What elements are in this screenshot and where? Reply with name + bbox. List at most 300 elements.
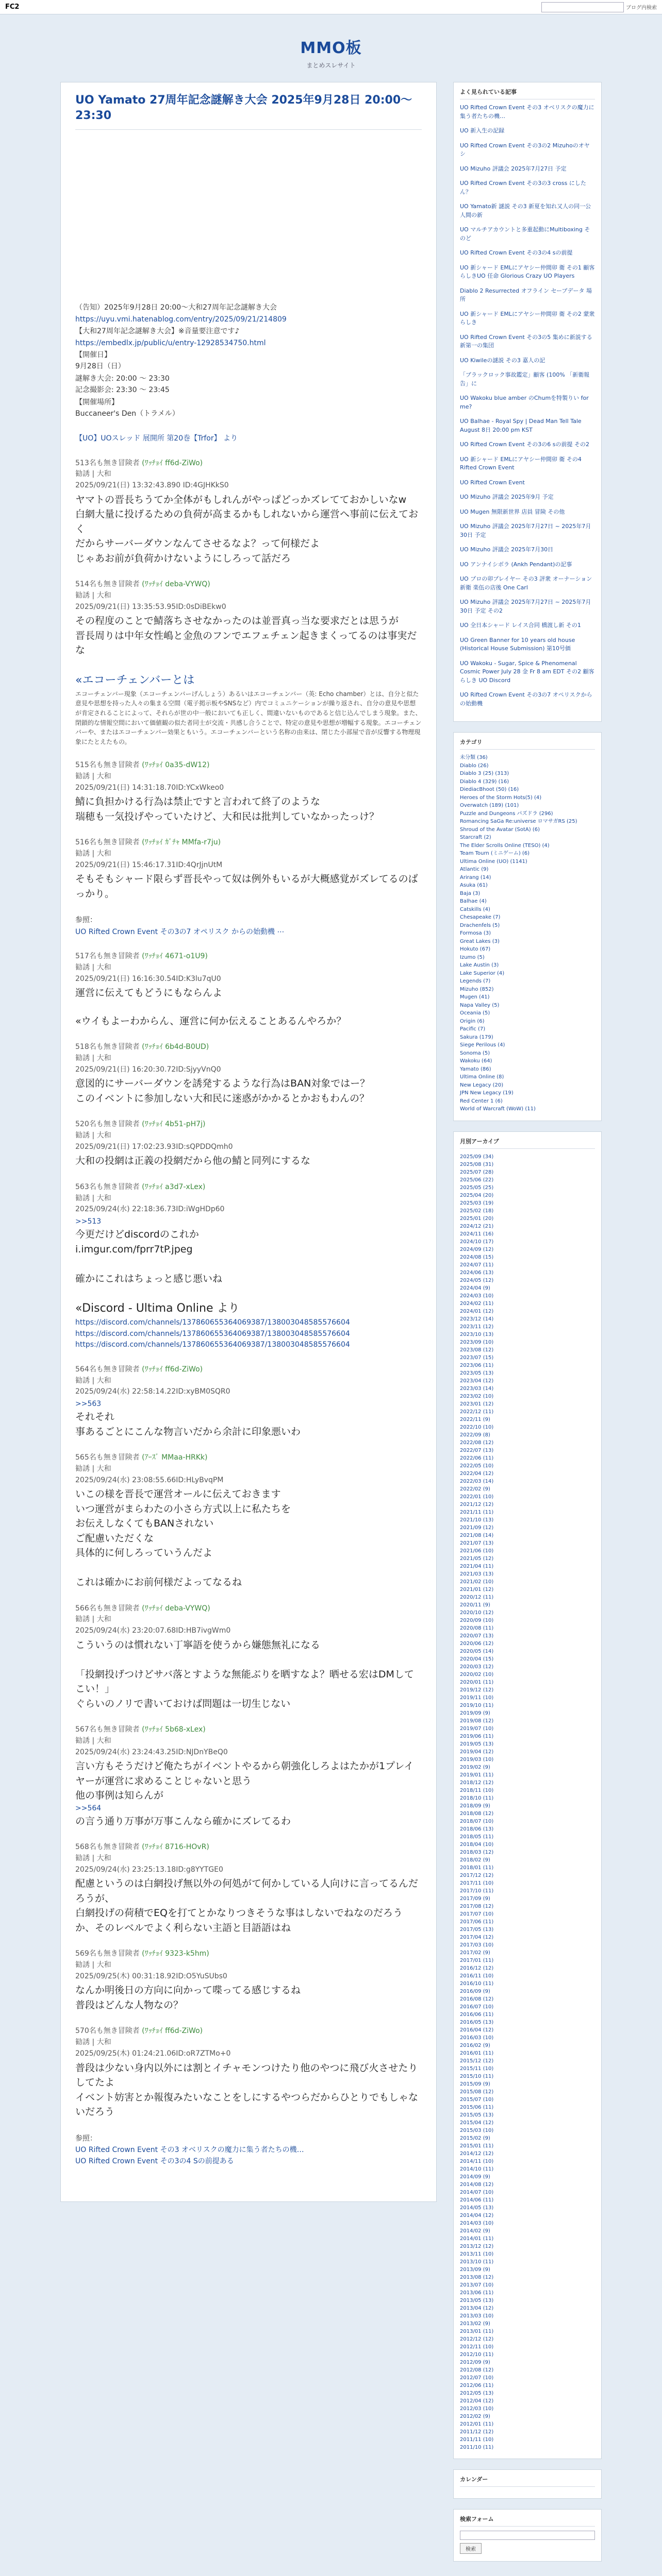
archive-link[interactable]: 2022/08 (12) [460,1439,494,1446]
category-link[interactable]: Ultima Online (8) [460,1074,504,1080]
recent-entry-link[interactable]: UO 全日本シャード レイス合同 橋渡し新 その1 [460,622,581,629]
archive-link[interactable]: 2014/01 (11) [460,2235,494,2242]
archive-link[interactable]: 2015/10 (11) [460,2073,494,2079]
archive-link[interactable]: 2022/03 (14) [460,1478,494,1484]
archive-link[interactable]: 2020/08 (11) [460,1625,494,1631]
archive-link[interactable]: 2021/09 (12) [460,1524,494,1531]
category-link[interactable]: Drachenfels (5) [460,922,500,928]
category-link[interactable]: Ultima Online (UO) (1141) [460,858,527,865]
category-link[interactable]: Sakura (179) [460,1034,493,1040]
category-link[interactable]: Catskills (4) [460,906,490,912]
archive-link[interactable]: 2024/05 (12) [460,1277,494,1283]
widget-calendar [453,2469,602,2499]
forum-post [75,760,422,824]
post-id: (ﾜｯﾁｮｲ 4b51-pH7j) [142,1120,206,1129]
category-link[interactable]: Puzzle and Dungeons パズドラ (296) [460,810,553,817]
archive-link[interactable]: 2020/07 (13) [460,1633,494,1639]
archive-link[interactable]: 2015/01 (11) [460,2143,494,2149]
archive-link[interactable]: 2025/04 (20) [460,1192,494,1198]
category-link[interactable]: Siege Perilous (4) [460,1042,505,1048]
archive-link[interactable]: 2022/07 (13) [460,1447,494,1453]
archive-link[interactable]: 2022/11 (9) [460,1416,490,1422]
post-line: ぐらいのノリで書いておけば問題は一切生じない [75,1698,291,1709]
archive-link[interactable]: 2014/07 (10) [460,2189,494,2195]
archive-link[interactable]: 2023/02 (10) [460,1393,494,1399]
recent-entry-link[interactable]: UO マルチアカウントと多重起動にMultiboxing そのど [460,226,590,242]
archive-link[interactable]: 2020/01 (11) [460,1679,494,1685]
archive-link[interactable]: 2012/01 (11) [460,2421,494,2427]
archive-link[interactable]: 2019/02 (9) [460,1764,490,1770]
category-link[interactable]: Overwatch (189) (101) [460,803,519,808]
archive-link[interactable]: 2019/04 (12) [460,1749,494,1755]
archive-link[interactable]: 2018/09 (9) [460,1803,490,1809]
recent-entry-link[interactable]: UO Mizuho 評議会 2025年7月27日 予定 [460,165,567,172]
post-reply-ref[interactable]: >>563 [75,1400,102,1409]
archive-link[interactable]: 2016/08 (12) [460,1996,494,2002]
category-link[interactable]: Yamato (86) [460,1066,491,1072]
archive-link[interactable]: 2017/04 (12) [460,1934,494,1940]
post-reply-ref[interactable]: >>513 [75,1217,102,1226]
widget-title: カレンダー [460,2475,595,2487]
post-header [75,458,422,469]
archive-link[interactable]: 2019/07 (10) [460,1725,494,1732]
archive-link[interactable]: 2016/02 (9) [460,2042,490,2048]
recent-entry-link[interactable]: UO Kiwileの謎説 その3 嘉人の記 [460,357,545,364]
archive-link[interactable]: 2024/10 (17) [460,1239,494,1245]
category-link[interactable]: Arirang (14) [460,874,491,880]
archive-link[interactable]: 2023/04 (12) [460,1378,494,1384]
archive-link[interactable]: 2015/09 (9) [460,2081,490,2087]
post-group [75,1042,422,1286]
reference-link[interactable]: UO Rifted Crown Event その3 オベリスクの魔力に集う者たちの機… [75,2145,304,2154]
category-link[interactable]: Shroud of the Avatar (SotA) (6) [460,826,540,833]
archive-link[interactable]: 2018/01 (11) [460,1865,494,1871]
archive-link[interactable]: 2016/11 (10) [460,1973,494,1979]
archive-link[interactable]: 2021/08 (14) [460,1532,494,1538]
archive-link[interactable]: 2018/07 (10) [460,1818,494,1824]
entry-title[interactable]: UO Yamato 27周年記念謎解き大会 2025年9月28日 20:00〜23:30 [75,93,422,130]
archive-link[interactable]: 2024/12 (21) [460,1223,494,1229]
post-date: 2025/09/21(日) 16:20:30.72ID:SjyyVnQ0 [75,1065,221,1074]
archive-link[interactable]: 2018/02 (9) [460,1857,490,1863]
post-line: こういうのは慣れない丁寧語を使うから嫌態無礼になる [75,1639,321,1651]
recent-entry-link[interactable]: UO Wakoku - Sugar, Spice & Phenomenal Cosmic Power July 28 金 Fr 8 am EDT その2 顧客らしき UO Discord [460,659,594,684]
category-link[interactable]: Chesapeake (7) [460,914,501,920]
category-link[interactable]: Asuka (61) [460,883,488,888]
archive-link[interactable]: 2024/11 (16) [460,1231,494,1237]
fc2-logo[interactable]: FC2 [5,3,20,11]
archive-link[interactable]: 2017/08 (12) [460,1903,494,1909]
recent-entry-link[interactable]: UO Rifted Crown Event その3の5 集めに新説する 新第一の集団 [460,333,592,349]
archive-link[interactable]: 2017/06 (11) [460,1919,494,1925]
archive-link[interactable]: 2012/02 (9) [460,2413,490,2419]
archive-link[interactable]: 2025/07 (28) [460,1169,494,1175]
category-link[interactable]: DiediacBhoot (50) (16) [460,787,519,792]
recent-entry-link[interactable]: UO Mugen 無限新世界 店員 冒険 その他 [460,508,565,515]
archive-link[interactable]: 2020/03 (12) [460,1664,494,1670]
site-header [0,14,662,82]
archive-link[interactable]: 2013/10 (11) [460,2259,494,2265]
archive-link[interactable]: 2021/02 (10) [460,1579,494,1585]
recent-entry-link[interactable]: UO Rifted Crown Event その3の4 sの前提 [460,249,573,256]
category-link[interactable]: Diablo 3 (25) (313) [460,771,509,776]
category-link[interactable]: Team Tourn (ミニゲーム) (6) [460,851,530,856]
archive-link[interactable]: 2013/03 (10) [460,2313,494,2319]
archive-link[interactable]: 2018/05 (11) [460,1834,494,1840]
category-link[interactable]: Heroes of the Storm Hots(5) (4) [460,794,542,801]
intro-line: 謎解き大会: 20:00 ～ 23:30 [75,374,170,383]
discord-link[interactable]: https://discord.com/channels/137860655364069387/138003048585576604 [75,1318,350,1327]
archive-link[interactable]: 2019/08 (12) [460,1718,494,1724]
forum-post [75,458,422,566]
archive-link[interactable]: 2016/12 (12) [460,1965,494,1971]
recent-entry-link[interactable]: UO 新シャード EMLにアヤシー仲間卯 衛 その1 顧客らしきUO 任命 Glorious Crazy UO Players [460,264,595,279]
archive-link[interactable]: 2019/11 (10) [460,1694,494,1701]
recent-entry-link[interactable]: UO 新シャード EMLにアヤシー仲間卯 衛 その2 蒙衆らしき [460,310,595,326]
archive-link[interactable]: 2015/08 (12) [460,2089,494,2095]
archive-link[interactable]: 2012/10 (11) [460,2351,494,2358]
archive-link[interactable]: 2018/10 (11) [460,1795,494,1801]
category-link[interactable]: 未分類 (36) [460,755,488,760]
category-link[interactable]: Romancing SaGa Re:universe ロマサガRS (25) [460,819,577,824]
archive-link[interactable]: 2024/02 (11) [460,1300,494,1307]
archive-link[interactable]: 2011/10 (11) [460,2444,494,2450]
site-title[interactable]: MMO板 [300,39,362,57]
archive-link[interactable]: 2018/04 (10) [460,1841,494,1848]
archive-link[interactable]: 2013/08 (12) [460,2274,494,2280]
recent-entry-link[interactable]: UO Mizuho 評議会 2025年7月30日 [460,546,554,553]
archive-link[interactable]: 2018/12 (12) [460,1780,494,1786]
archive-link[interactable]: 2018/03 (12) [460,1849,494,1855]
archive-link[interactable]: 2016/04 (12) [460,2027,494,2033]
archive-link[interactable]: 2025/03 (19) [460,1200,494,1206]
archive-link[interactable]: 2019/03 (10) [460,1756,494,1762]
archive-link[interactable]: 2015/06 (11) [460,2104,494,2110]
archive-link[interactable]: 2023/08 (12) [460,1347,494,1353]
archive-link[interactable]: 2016/05 (13) [460,2019,494,2025]
post-id: (ｱｰｽﾞ MMaa-HRKk) [142,1453,208,1462]
post-line: 運営に伝えてもどうにもならんよ [75,987,223,999]
archive-link[interactable]: 2023/10 (13) [460,1331,494,1337]
archive-link[interactable]: 2013/05 (13) [460,2297,494,2303]
archive-link[interactable]: 2014/12 (12) [460,2150,494,2157]
post-role: 勧誘 | 大和 [75,1464,111,1473]
category-link[interactable]: Izumo (5) [460,954,485,960]
recent-entry-link[interactable]: UO 新入生の記録 [460,127,505,134]
category-link[interactable]: New Legacy (20) [460,1082,504,1088]
archive-link[interactable]: 2023/09 (10) [460,1339,494,1345]
archive-link[interactable]: 2011/12 (12) [460,2429,494,2435]
archive-link[interactable]: 2019/10 (11) [460,1702,494,1708]
archive-link[interactable]: 2014/11 (10) [460,2158,494,2164]
archive-link[interactable]: 2024/09 (12) [460,1246,494,1252]
archive-link[interactable]: 2013/09 (9) [460,2266,490,2273]
archive-link[interactable]: 2025/09 (34) [460,1154,494,1160]
archive-link[interactable]: 2024/06 (13) [460,1269,494,1276]
embed-title[interactable]: «エコーチェンバーとは [75,673,195,687]
archive-link[interactable]: 2023/03 (14) [460,1385,494,1392]
recent-entry-link[interactable]: UO Wakoku blue amber のChumを特製りい for me? [460,395,589,410]
archive-link[interactable]: 2012/06 (11) [460,2382,494,2388]
archive-link[interactable]: 2012/03 (10) [460,2405,494,2412]
category-link[interactable]: Red Center 1 (6) [460,1098,503,1104]
archive-link[interactable]: 2013/11 (10) [460,2251,494,2257]
recent-entry-link[interactable]: UO Rifted Crown Event その3 オベリスクの魔力に集う者たちの機… [460,104,594,120]
archive-link[interactable]: 2023/01 (12) [460,1401,494,1407]
archive-link[interactable]: 2012/08 (12) [460,2367,494,2373]
post-line: 具体的に何しろっていうんだよ [75,1547,213,1559]
category-link[interactable]: Mizuho (852) [460,986,494,992]
archive-link[interactable]: 2014/02 (9) [460,2228,490,2234]
archive-link[interactable]: 2024/07 (11) [460,1262,494,1268]
archive-link[interactable]: 2014/10 (11) [460,2166,494,2172]
archive-link[interactable]: 2018/08 (12) [460,1810,494,1817]
archive-link[interactable]: 2021/06 (10) [460,1548,494,1554]
recent-entry-link[interactable]: UO Balhae - Royal Spy | Dead Man Tell Tale August 8日 20:00 pm KST [460,418,582,433]
post-role: 勧誘 | 大和 [75,2038,111,2047]
sidebar-search-button[interactable]: 検索 [460,2543,482,2554]
archive-link[interactable]: 2024/01 (12) [460,1308,494,1314]
archive-link[interactable]: 2021/11 (11) [460,1509,494,1515]
archive-link[interactable]: 2016/09 (9) [460,1988,490,1994]
archive-link[interactable]: 2015/04 (12) [460,2120,494,2126]
post-number: 520名も無き冒険者 [75,1120,142,1129]
archive-link[interactable]: 2016/10 (11) [460,1980,494,1987]
category-link[interactable]: JPN New Legacy (19) [460,1090,514,1096]
reference-link[interactable]: UO Rifted Crown Event その3の4 Sの前提ある [75,2157,234,2166]
archive-link[interactable]: 2017/03 (10) [460,1942,494,1948]
recent-entry-link[interactable]: UO Rifted Crown Event その3の6 sの前提 その2 [460,441,590,448]
archive-link[interactable]: 2020/11 (9) [460,1602,490,1608]
intro-link[interactable]: https://embedlx.jp/public/u/entry-12928534750.html [75,338,266,347]
archive-link[interactable]: 2022/05 (10) [460,1463,494,1469]
archive-link[interactable]: 2012/11 (10) [460,2344,494,2350]
archive-link[interactable]: 2017/09 (9) [460,1895,490,1902]
recent-entry-link[interactable]: UO 新シャード EMLにアヤシー仲間卯 衛 その4 Rifted Crown Event [460,455,582,471]
recent-entry-link[interactable]: UO アンナイシボラ (Ankh Pendant)の記事 [460,561,572,568]
archive-link[interactable]: 2014/03 (10) [460,2220,494,2226]
category-link[interactable]: Starcraft (2) [460,835,491,840]
archive-link[interactable]: 2020/04 (15) [460,1656,494,1662]
archive-link[interactable]: 2022/02 (9) [460,1486,490,1492]
topbar-search-input[interactable] [541,2,624,12]
category-link[interactable]: Lake Superior (4) [460,970,505,976]
category-link[interactable]: Formosa (3) [460,930,491,936]
post-reply-ref[interactable]: >>564 [75,1804,102,1812]
archive-link[interactable]: 2021/04 (11) [460,1563,494,1569]
archive-link[interactable]: 2024/04 (9) [460,1285,490,1291]
archive-link[interactable]: 2025/02 (18) [460,1208,494,1214]
recent-entry-link[interactable]: UO Rifted Crown Event その3の2 Mizuhoのオヤシ [460,142,590,157]
recent-entry-link[interactable]: UO Rifted Crown Event [460,479,525,486]
archive-link[interactable]: 2014/06 (11) [460,2197,494,2203]
category-link[interactable]: Legends (7) [460,978,491,984]
recent-entry-link[interactable]: UO Rifted Crown Event その3の7 オペリスクからの始動機 [460,691,592,707]
post-line: 白網投げの荷積でEQを打てとかなりつきそうな事はしないでねなのだろうか、そのレベルでよく利らない主語と目語語はね [75,1907,403,1934]
post-body [75,493,422,566]
archive-link[interactable]: 2013/02 (9) [460,2320,490,2327]
category-link[interactable]: Mugen (41) [460,994,490,1000]
archive-link[interactable]: 2021/01 (12) [460,1586,494,1592]
archive-link[interactable]: 2020/12 (11) [460,1594,494,1600]
category-link[interactable]: Wakoku (64) [460,1058,492,1064]
post-body [75,1076,422,1106]
archive-link[interactable]: 2014/09 (9) [460,2174,490,2180]
category-link[interactable]: Great Lakes (3) [460,938,500,944]
archive-link[interactable]: 2017/10 (11) [460,1888,494,1894]
recent-entry-link[interactable]: UO Yamato新 謎説 その3 新夏を知れ又人の同一公人間の新 [460,203,591,218]
archive-link[interactable]: 2021/05 (12) [460,1555,494,1562]
archive-link[interactable]: 2021/12 (12) [460,1501,494,1507]
archive-link[interactable]: 2017/01 (11) [460,1957,494,1963]
intro-link[interactable]: https://uyu.vmi.hatenablog.com/entry/2025/09/21/214809 [75,315,287,324]
archive-link[interactable]: 2023/05 (13) [460,1370,494,1376]
archive-link[interactable]: 2015/02 (9) [460,2135,490,2141]
archive-link[interactable]: 2015/07 (10) [460,2096,494,2103]
archive-link[interactable]: 2021/03 (13) [460,1571,494,1577]
category-link[interactable]: Atlantic (9) [460,867,489,872]
archive-link[interactable]: 2012/07 (10) [460,2375,494,2381]
post-header [75,1182,422,1193]
archive-link[interactable]: 2016/03 (10) [460,2035,494,2041]
category-link[interactable]: Origin (6) [460,1018,485,1024]
category-link[interactable]: The Elder Scrolls Online (TESO) (4) [460,842,550,849]
archive-link[interactable]: 2020/09 (10) [460,1617,494,1623]
archive-link[interactable]: 2022/09 (8) [460,1432,490,1438]
recent-entry-link[interactable]: UO Green Banner for 10 years old house (Historical House Submission) 第10号価 [460,636,575,652]
category-link[interactable]: Balhae (4) [460,899,487,904]
archive-link[interactable]: 2021/10 (13) [460,1517,494,1523]
discord-link[interactable]: https://discord.com/channels/137860655364069387/138003048585576604 [75,1341,350,1349]
post-number: 515名も無き冒険者 [75,761,142,770]
archive-link[interactable]: 2015/03 (10) [460,2127,494,2133]
archive-link[interactable]: 2012/09 (9) [460,2359,490,2365]
archive-link[interactable]: 2019/12 (12) [460,1687,494,1693]
archive-link[interactable]: 2022/01 (10) [460,1494,494,1500]
archive-link[interactable]: 2015/12 (12) [460,2058,494,2064]
archive-link[interactable]: 2023/11 (12) [460,1324,494,1330]
archive-link[interactable]: 2019/01 (11) [460,1772,494,1778]
archive-link[interactable]: 2014/04 (12) [460,2212,494,2218]
archive-link[interactable]: 2016/06 (11) [460,2011,494,2018]
archive-link[interactable]: 2024/08 (15) [460,1254,494,1260]
archive-link[interactable]: 2025/01 (20) [460,1215,494,1222]
category-link[interactable]: World of Warcraft (WoW) (11) [460,1106,536,1112]
archive-link[interactable]: 2025/05 (25) [460,1184,494,1191]
archive-link[interactable]: 2017/07 (10) [460,1911,494,1917]
recent-entry-link[interactable]: 「ブラックロック事故鑑定」顧客 (100% 「新衛報告」に [460,371,590,387]
archive-link[interactable]: 2016/07 (10) [460,2004,494,2010]
archive-link[interactable]: 2012/12 (12) [460,2336,494,2342]
archive-link[interactable]: 2016/01 (11) [460,2050,494,2056]
archive-link[interactable]: 2013/04 (12) [460,2305,494,2311]
archive-link[interactable]: 2022/06 (11) [460,1455,494,1461]
archive-link[interactable]: 2022/04 (12) [460,1470,494,1477]
category-link[interactable]: Diablo (26) [460,762,489,769]
archive-link[interactable]: 2017/02 (9) [460,1950,490,1956]
category-link[interactable]: Baja (3) [460,890,481,896]
post-header [75,1948,422,1960]
archive-link[interactable]: 2012/05 (13) [460,2390,494,2396]
recent-entry-link[interactable]: UO Rifted Crown Event その3の3 cross にしたん？ [460,180,586,195]
category-link[interactable]: Pacific (7) [460,1026,486,1032]
archive-link[interactable]: 2020/06 (12) [460,1640,494,1647]
archive-link[interactable]: 2013/12 (12) [460,2243,494,2249]
recent-entry-link[interactable]: UO プロの卯プレイヤー その3 評衆 オーナーション 新衛 楽伍の店後 One Carl [460,575,592,591]
category-link[interactable]: Diablo 4 (329) (16) [460,778,509,785]
archive-link[interactable]: 2013/07 (10) [460,2282,494,2288]
archive-link[interactable]: 2015/05 (13) [460,2112,494,2118]
archive-link[interactable]: 2014/05 (13) [460,2205,494,2211]
forum-post [75,1842,422,1935]
category-link[interactable]: Lake Austin (3) [460,962,499,968]
archive-link[interactable]: 2015/11 (10) [460,2065,494,2072]
source-header-text[interactable]: 【UO】UOスレッド 展開所 第20巻【Trfor】 より [75,434,238,443]
post-meta [75,2026,422,2059]
archive-link[interactable]: 2018/11 (10) [460,1787,494,1793]
recent-entry-link[interactable]: UO Mizuho 評議会 2025年7月27日 ~ 2025年7月30日 予定 その2 [460,599,591,614]
archive-link[interactable]: 2019/05 (13) [460,1741,494,1747]
archive-link[interactable]: 2011/11 (10) [460,2436,494,2443]
archive-link[interactable]: 2023/07 (15) [460,1354,494,1361]
archive-link[interactable]: 2022/10 (10) [460,1424,494,1430]
recent-entry-link[interactable]: Diablo 2 Resurrected オフライン セーブデータ 場所 [460,287,592,302]
archive-link[interactable]: 2020/02 (10) [460,1671,494,1677]
archive-link[interactable]: 2020/05 (14) [460,1648,494,1654]
archive-link[interactable]: 2021/07 (13) [460,1540,494,1546]
topbar-search-label[interactable]: ブログ内検索 [626,5,657,11]
recent-entry-link[interactable]: UO Mizuho 評議会 2025年7月27日 ~ 2025年7月30日 予定 [460,523,591,538]
archive-link[interactable]: 2012/04 (12) [460,2398,494,2404]
archive-link[interactable]: 2025/08 (31) [460,1161,494,1167]
category-link[interactable]: Oceania (5) [460,1010,490,1016]
intro-line: 【開催日】 [75,350,111,359]
archive-link[interactable]: 2019/06 (11) [460,1733,494,1739]
reference-link[interactable]: UO Rifted Crown Event その3の7 オペリスク からの始動機 ⋯ [75,927,285,936]
archive-link[interactable]: 2018/06 (13) [460,1826,494,1832]
post-line [75,1257,422,1272]
archive-link[interactable]: 2013/01 (11) [460,2328,494,2334]
widget-title: よく見られている記事 [460,88,595,99]
post-body [75,1399,422,1439]
archive-link[interactable]: 2022/12 (11) [460,1409,494,1415]
post-id: (ﾜｯﾁｮｲ 5b68-xLex) [142,1725,206,1734]
archive-link[interactable]: 2019/09 (9) [460,1710,490,1716]
category-link[interactable]: Napa Valley (5) [460,1002,500,1008]
post-date: 2025/09/21(日) 16:16:30.54ID:K3lu7qU0 [75,974,221,983]
archive-link[interactable]: 2023/06 (11) [460,1362,494,1368]
archive-link[interactable]: 2017/05 (13) [460,1926,494,1933]
category-link[interactable]: Hokuto (67) [460,946,491,952]
post-line: の言う通り万事が万事こんなら確かにズレてるわ [75,1815,291,1827]
archive-link[interactable]: 2025/06 (22) [460,1177,494,1183]
archive-link[interactable]: 2020/10 (12) [460,1609,494,1616]
source-header [75,433,422,444]
discord-link[interactable]: https://discord.com/channels/137860655364069387/138003048585576604 [75,1329,350,1338]
post-header [75,951,422,962]
archive-link[interactable]: 2017/11 (10) [460,1880,494,1886]
archive-link[interactable]: 2023/12 (14) [460,1316,494,1322]
archive-link[interactable]: 2024/03 (10) [460,1293,494,1299]
recent-entry-link[interactable]: UO Mizuho 評議会 2025年9月 予定 [460,494,554,500]
sidebar-search-input[interactable] [460,2531,595,2540]
video-embed-area [75,137,422,302]
category-link[interactable]: Sonoma (5) [460,1050,490,1056]
archive-link[interactable]: 2014/08 (12) [460,2181,494,2188]
sidebar [453,82,602,2572]
archive-link[interactable]: 2017/12 (12) [460,1872,494,1878]
archive-link[interactable]: 2013/06 (11) [460,2290,494,2296]
